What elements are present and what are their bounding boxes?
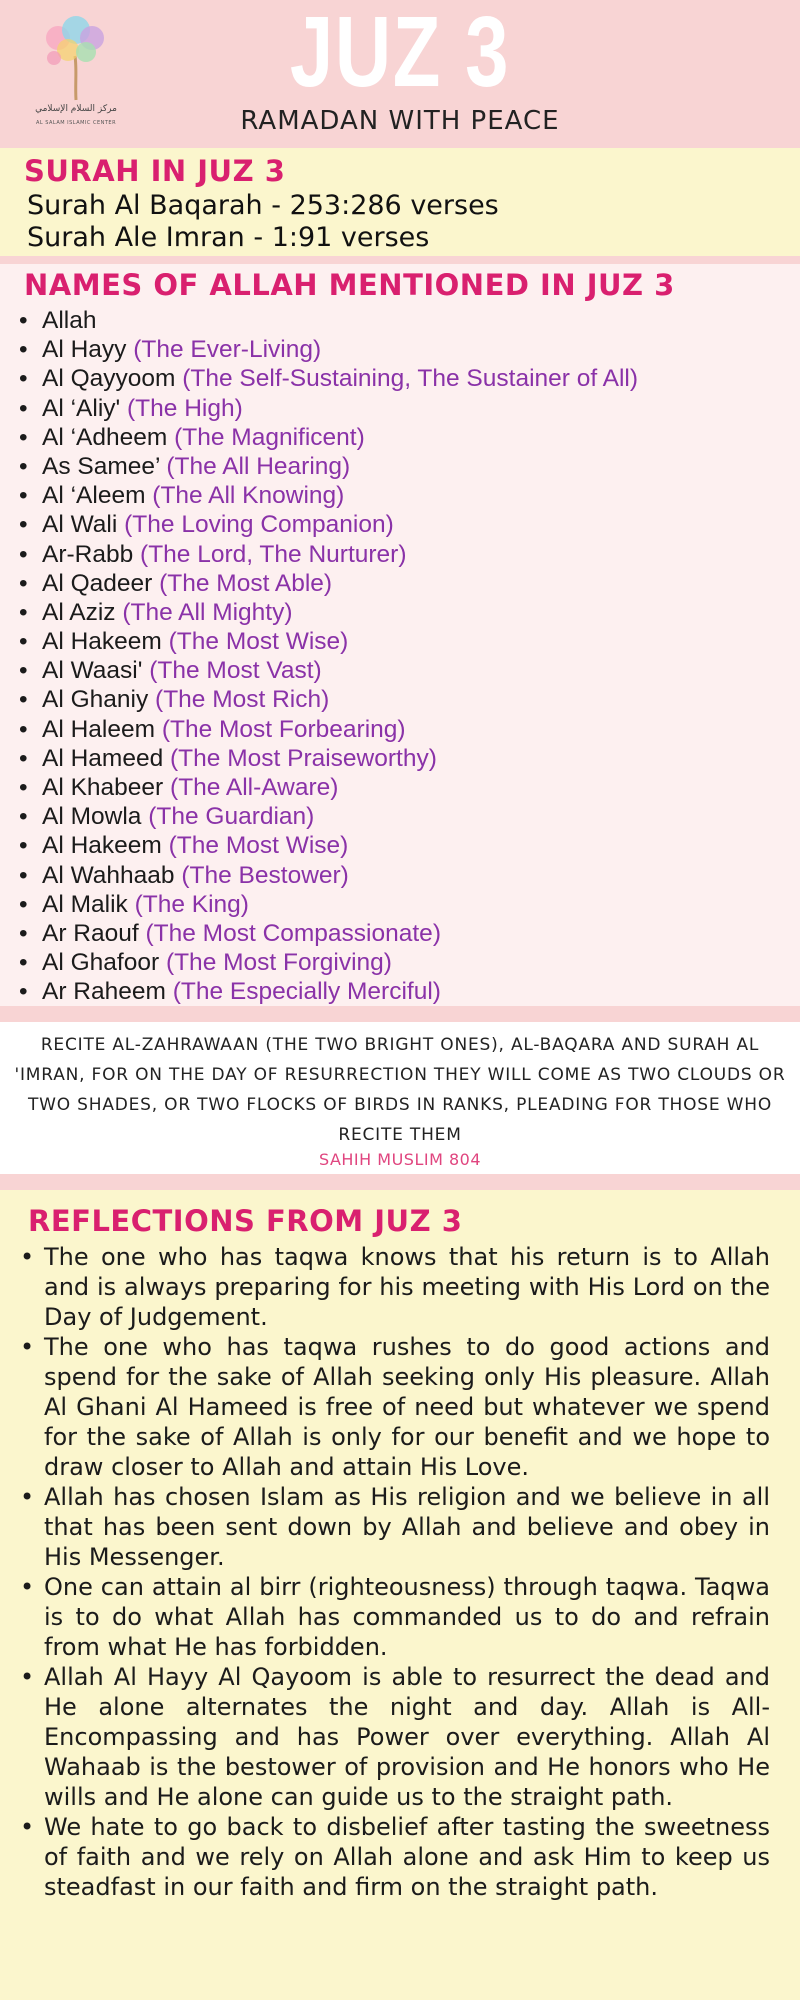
name-of-allah-item bbox=[0, 540, 638, 569]
name-text: Al Hakeem bbox=[42, 628, 162, 656]
reflection-item: • The one who has taqwa rushes to do good actions and spend for the sake of Allah seeking only His pleasure. Allah Al Ghani Al Hameed is free of need but whatever we spend for the sake of Allah is only for our benefit and we hope to draw closer to Allah and attain His Love. bbox=[0, 1332, 800, 1482]
name-text: Al Qayyoom bbox=[42, 365, 176, 393]
name-of-allah-item bbox=[0, 831, 638, 860]
name-text: Ar Raouf bbox=[42, 919, 139, 947]
name-text: Al Wali bbox=[42, 511, 118, 539]
name-meaning: (The Most Vast) bbox=[149, 657, 322, 685]
name-text: Ar-Rabb bbox=[42, 540, 134, 568]
name-text: Allah bbox=[42, 307, 97, 334]
name-of-allah-item bbox=[0, 773, 638, 802]
page-subtitle: RAMADAN WITH PEACE bbox=[240, 106, 560, 136]
name-text: As Samee’ bbox=[42, 452, 160, 480]
name-text: Al Waasi' bbox=[42, 657, 143, 685]
surah-line: Surah Ale Imran - 1:91 verses bbox=[27, 222, 430, 253]
hadith-text: RECITE AL-ZAHRAWAAN (THE TWO BRIGHT ONES), AL-BAQARA AND SURAH AL 'IMRAN, FOR ON THE DAY OF RESURRECTION THEY WILL COME AS TWO CLOUDS OR TWO SHADES, OR TWO FLOCKS OF BIRDS IN RANKS, PLEADING FOR THOSE WHO RECITE THEM bbox=[14, 1035, 786, 1145]
reflection-item: • The one who has taqwa knows that his return is to Allah and is always preparing for his meeting with His Lord on the Day of Judgement. bbox=[0, 1242, 800, 1332]
name-text: Al Hameed bbox=[42, 744, 164, 772]
header-banner bbox=[0, 0, 800, 148]
name-meaning: (The Ever-Living) bbox=[133, 336, 322, 364]
name-of-allah-item bbox=[0, 890, 638, 919]
name-of-allah-item bbox=[0, 306, 638, 335]
name-text: Al Hakeem bbox=[42, 832, 162, 860]
name-meaning: (The All Hearing) bbox=[166, 452, 351, 480]
name-text: Al ‘Aliy' bbox=[42, 394, 121, 422]
name-meaning: (The Most Praiseworthy) bbox=[170, 744, 437, 772]
name-text: Al Mowla bbox=[42, 803, 142, 831]
hadith-quote-section bbox=[0, 1022, 800, 1174]
reflection-item: • We hate to go back to disbelief after tasting the sweetness of faith and we rely on Allah alone and ask Him to keep us steadfast in our faith and firm on the straight path. bbox=[0, 1812, 800, 1902]
name-text: Ar Raheem bbox=[42, 978, 166, 1006]
name-of-allah-item bbox=[0, 919, 638, 948]
name-text: Al Hayy bbox=[42, 336, 127, 364]
name-text: Al Ghaniy bbox=[42, 686, 149, 714]
name-of-allah-item bbox=[0, 627, 638, 656]
name-meaning: (The Most Able) bbox=[159, 569, 333, 597]
names-of-allah-section bbox=[0, 264, 800, 1006]
name-meaning: (The Most Compassionate) bbox=[145, 919, 441, 947]
name-of-allah-item bbox=[0, 423, 638, 452]
section-divider bbox=[0, 1174, 800, 1190]
name-meaning: (The Guardian) bbox=[148, 803, 315, 831]
name-of-allah-item bbox=[0, 948, 638, 977]
name-meaning: (The Bestower) bbox=[181, 861, 349, 889]
name-text: Al ‘Adheem bbox=[42, 423, 168, 451]
name-of-allah-item bbox=[0, 394, 638, 423]
logo-arabic-text: مركز السلام الإسلامي bbox=[35, 104, 117, 114]
name-text: Al Ghafoor bbox=[42, 949, 160, 977]
name-meaning: (The Lord, The Nurturer) bbox=[140, 540, 407, 568]
name-text: Al Wahhaab bbox=[42, 861, 175, 889]
reflections-heading: REFLECTIONS FROM JUZ 3 bbox=[28, 1204, 463, 1238]
name-of-allah-item bbox=[0, 656, 638, 685]
name-text: Al Malik bbox=[42, 890, 128, 918]
name-of-allah-item bbox=[0, 335, 638, 364]
names-list bbox=[0, 306, 638, 1007]
name-of-allah-item bbox=[0, 977, 638, 1006]
reflection-item: • One can attain al birr (righteousness) through taqwa. Taqwa is to do what Allah has commanded us to do and refrain from what He has forbidden. bbox=[0, 1572, 800, 1662]
name-meaning: (The Loving Companion) bbox=[124, 511, 394, 539]
names-heading: NAMES OF ALLAH MENTIONED IN JUZ 3 bbox=[24, 268, 675, 302]
name-of-allah-item bbox=[0, 861, 638, 890]
hadith-source: SAHIH MUSLIM 804 bbox=[319, 1150, 481, 1169]
name-meaning: (The Most Rich) bbox=[155, 686, 330, 714]
surah-heading: SURAH IN JUZ 3 bbox=[24, 154, 286, 188]
name-meaning: (The High) bbox=[127, 394, 243, 422]
reflection-item: • Allah has chosen Islam as His religion and we believe in all that has been sent down by Allah and believe and obey in His Messenger. bbox=[0, 1482, 800, 1572]
name-of-allah-item bbox=[0, 598, 638, 627]
logo-english-text: AL SALAM ISLAMIC CENTER bbox=[35, 120, 117, 126]
name-of-allah-item bbox=[0, 452, 638, 481]
page-title: JUZ 3 bbox=[289, 0, 511, 108]
surah-section bbox=[0, 148, 800, 256]
name-text: Al Qadeer bbox=[42, 569, 153, 597]
section-divider bbox=[0, 256, 800, 264]
name-text: Al Haleem bbox=[42, 715, 156, 743]
name-text: Al Khabeer bbox=[42, 774, 164, 801]
name-of-allah-item bbox=[0, 364, 638, 393]
name-meaning: (The All Knowing) bbox=[152, 482, 345, 510]
name-of-allah-item bbox=[0, 802, 638, 831]
surah-line: Surah Al Baqarah - 253:286 verses bbox=[27, 190, 499, 221]
name-meaning: (The Especially Merciful) bbox=[172, 978, 441, 1006]
name-of-allah-item bbox=[0, 510, 638, 539]
reflection-item: • Allah Al Hayy Al Qayoom is able to resurrect the dead and He alone alternates the night and day. Allah is All-Encompassing and has Power over everything. Allah Al Wahaab is the bestower of provision and He honors who He wills and He alone can guide us to the straight path. bbox=[0, 1662, 800, 1812]
name-meaning: (The Magnificent) bbox=[174, 423, 365, 451]
name-meaning: (The Most Forgiving) bbox=[165, 949, 392, 977]
name-of-allah-item bbox=[0, 744, 638, 773]
name-meaning: (The All Mighty) bbox=[122, 598, 293, 626]
name-meaning: (The Most Forbearing) bbox=[161, 715, 406, 743]
name-of-allah-item bbox=[0, 569, 638, 598]
section-divider bbox=[0, 1006, 800, 1022]
name-meaning: (The Self-Sustaining, The Sustainer of All) bbox=[182, 365, 639, 393]
name-text: Al Aziz bbox=[42, 598, 116, 626]
name-of-allah-item bbox=[0, 481, 638, 510]
name-meaning: (The All-Aware) bbox=[170, 774, 339, 801]
name-of-allah-item bbox=[0, 685, 638, 714]
name-meaning: (The Most Wise) bbox=[168, 628, 349, 656]
name-text: Al ‘Aleem bbox=[42, 482, 146, 510]
reflections-list bbox=[0, 1242, 800, 1902]
name-meaning: (The King) bbox=[134, 890, 249, 918]
name-of-allah-item bbox=[0, 715, 638, 744]
name-meaning: (The Most Wise) bbox=[168, 832, 349, 860]
